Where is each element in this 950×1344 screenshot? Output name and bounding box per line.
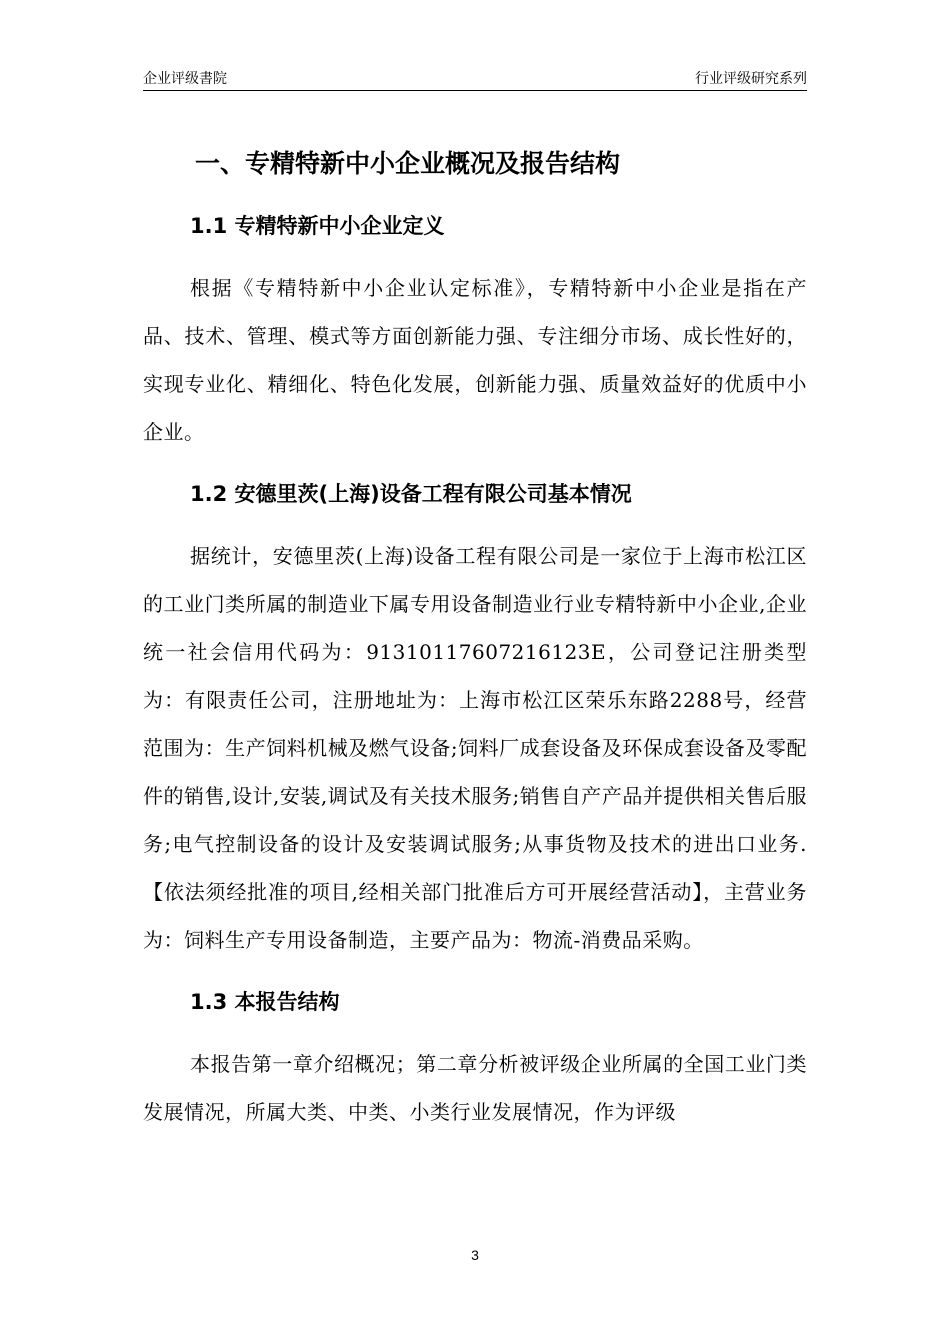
page-number: 3 (471, 1247, 479, 1263)
section-paragraph-1-2: 据统计，安德里茨(上海)设备工程有限公司是一家位于上海市松江区的工业门类所属的制造业下属专用设备制造业行业专精特新中小企业,企业统一社会信用代码为：91310117607216123E，公司登记注册类型为：有限责任公司，注册地址为：上海市松江区荣乐东路2288号，经营范围为：生产饲料机械及燃气设备;饲料厂成套设备及环保成套设备及零配件的销售,设计,安装,调试及有关技术服务;销售自产产品并提供相关售后服务;电气控制设备的设计及安装调试服务;从事货物及技术的进出口业务.【依法须经批准的项目,经相关部门批准后方可开展经营活动】，主营业务为：饲料生产专用设备制造，主要产品为：物流-消费品采购。 (143, 544, 807, 952)
page-content (143, 140, 807, 1136)
header-right-text: 行业评级研究系列 (695, 70, 807, 86)
section-paragraph-1-1: 根据《专精特新中小企业认定标准》，专精特新中小企业是指在产品、技术、管理、模式等方面创新能力强、专注细分市场、成长性好的，实现专业化、精细化、特色化发展，创新能力强、质量效益好的优质中小企业。 (143, 276, 807, 444)
page-header (143, 68, 807, 90)
header-left-text: 企业评级書院 (143, 70, 227, 86)
section-heading-1-3: 1.3 本报告结构 (190, 990, 340, 1014)
section-heading-1-2: 1.2 安德里茨(上海)设备工程有限公司基本情况 (190, 482, 632, 506)
section-heading-1-1: 1.1 专精特新中小企业定义 (190, 214, 445, 238)
header-divider (143, 90, 807, 91)
section-paragraph-1-3: 本报告第一章介绍概况；第二章分析被评级企业所属的全国工业门类发展情况，所属大类、中类、小类行业发展情况，作为评级 (143, 1052, 807, 1124)
chapter-title: 一、专精特新中小企业概况及报告结构 (195, 149, 621, 178)
